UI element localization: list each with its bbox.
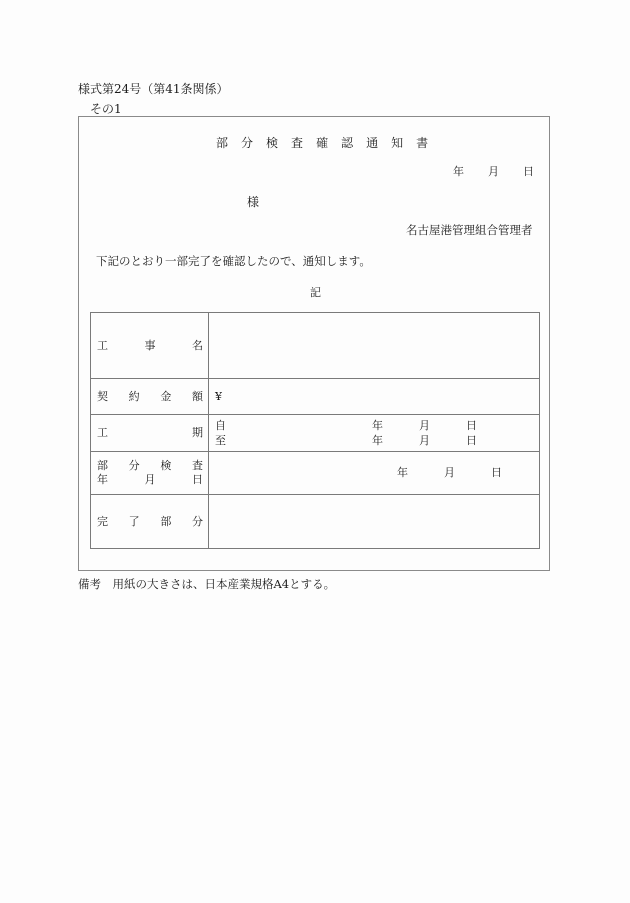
table-row-partial-inspection-date: 部 分 検 査 年 月 日 年 月 日 xyxy=(91,452,540,495)
issuer: 名古屋港管理組合管理者 xyxy=(406,223,533,237)
sub-number: その1 xyxy=(90,102,122,116)
addressee-suffix: 様 xyxy=(247,195,260,209)
remarks: 備考 用紙の大きさは、日本産業規格A4とする。 xyxy=(78,577,336,591)
date-year: 年 xyxy=(453,165,464,178)
inspection-date-field[interactable]: 年 月 日 xyxy=(209,452,540,495)
yen-sign: ¥ xyxy=(215,390,222,403)
form-number: 様式第24号（第41条関係） xyxy=(78,82,229,96)
document-title: 部 分 検 査 確 認 通 知 書 xyxy=(216,136,429,150)
date-month: 月 xyxy=(488,165,499,178)
construction-period-field[interactable]: 自 至 年 月 日 年 月 日 xyxy=(209,415,540,452)
table-row-completed-part: 完 了 部 分 xyxy=(91,495,540,549)
table-row-project-name: 工 事 名 xyxy=(91,313,540,379)
table-row-construction-period: 工 期 自 至 年 月 日 年 月 日 xyxy=(91,415,540,452)
project-name-field[interactable] xyxy=(209,313,540,379)
contract-amount-field[interactable] xyxy=(209,379,540,415)
table-row-contract-amount: 契 約 金 額 ¥ xyxy=(91,379,540,415)
ki-heading: 記 xyxy=(310,286,321,299)
completed-part-field[interactable] xyxy=(209,495,540,549)
details-table xyxy=(90,312,540,549)
body-text: 下記のとおり一部完了を確認したので、通知します。 xyxy=(96,254,371,268)
date-day: 日 xyxy=(523,165,534,178)
